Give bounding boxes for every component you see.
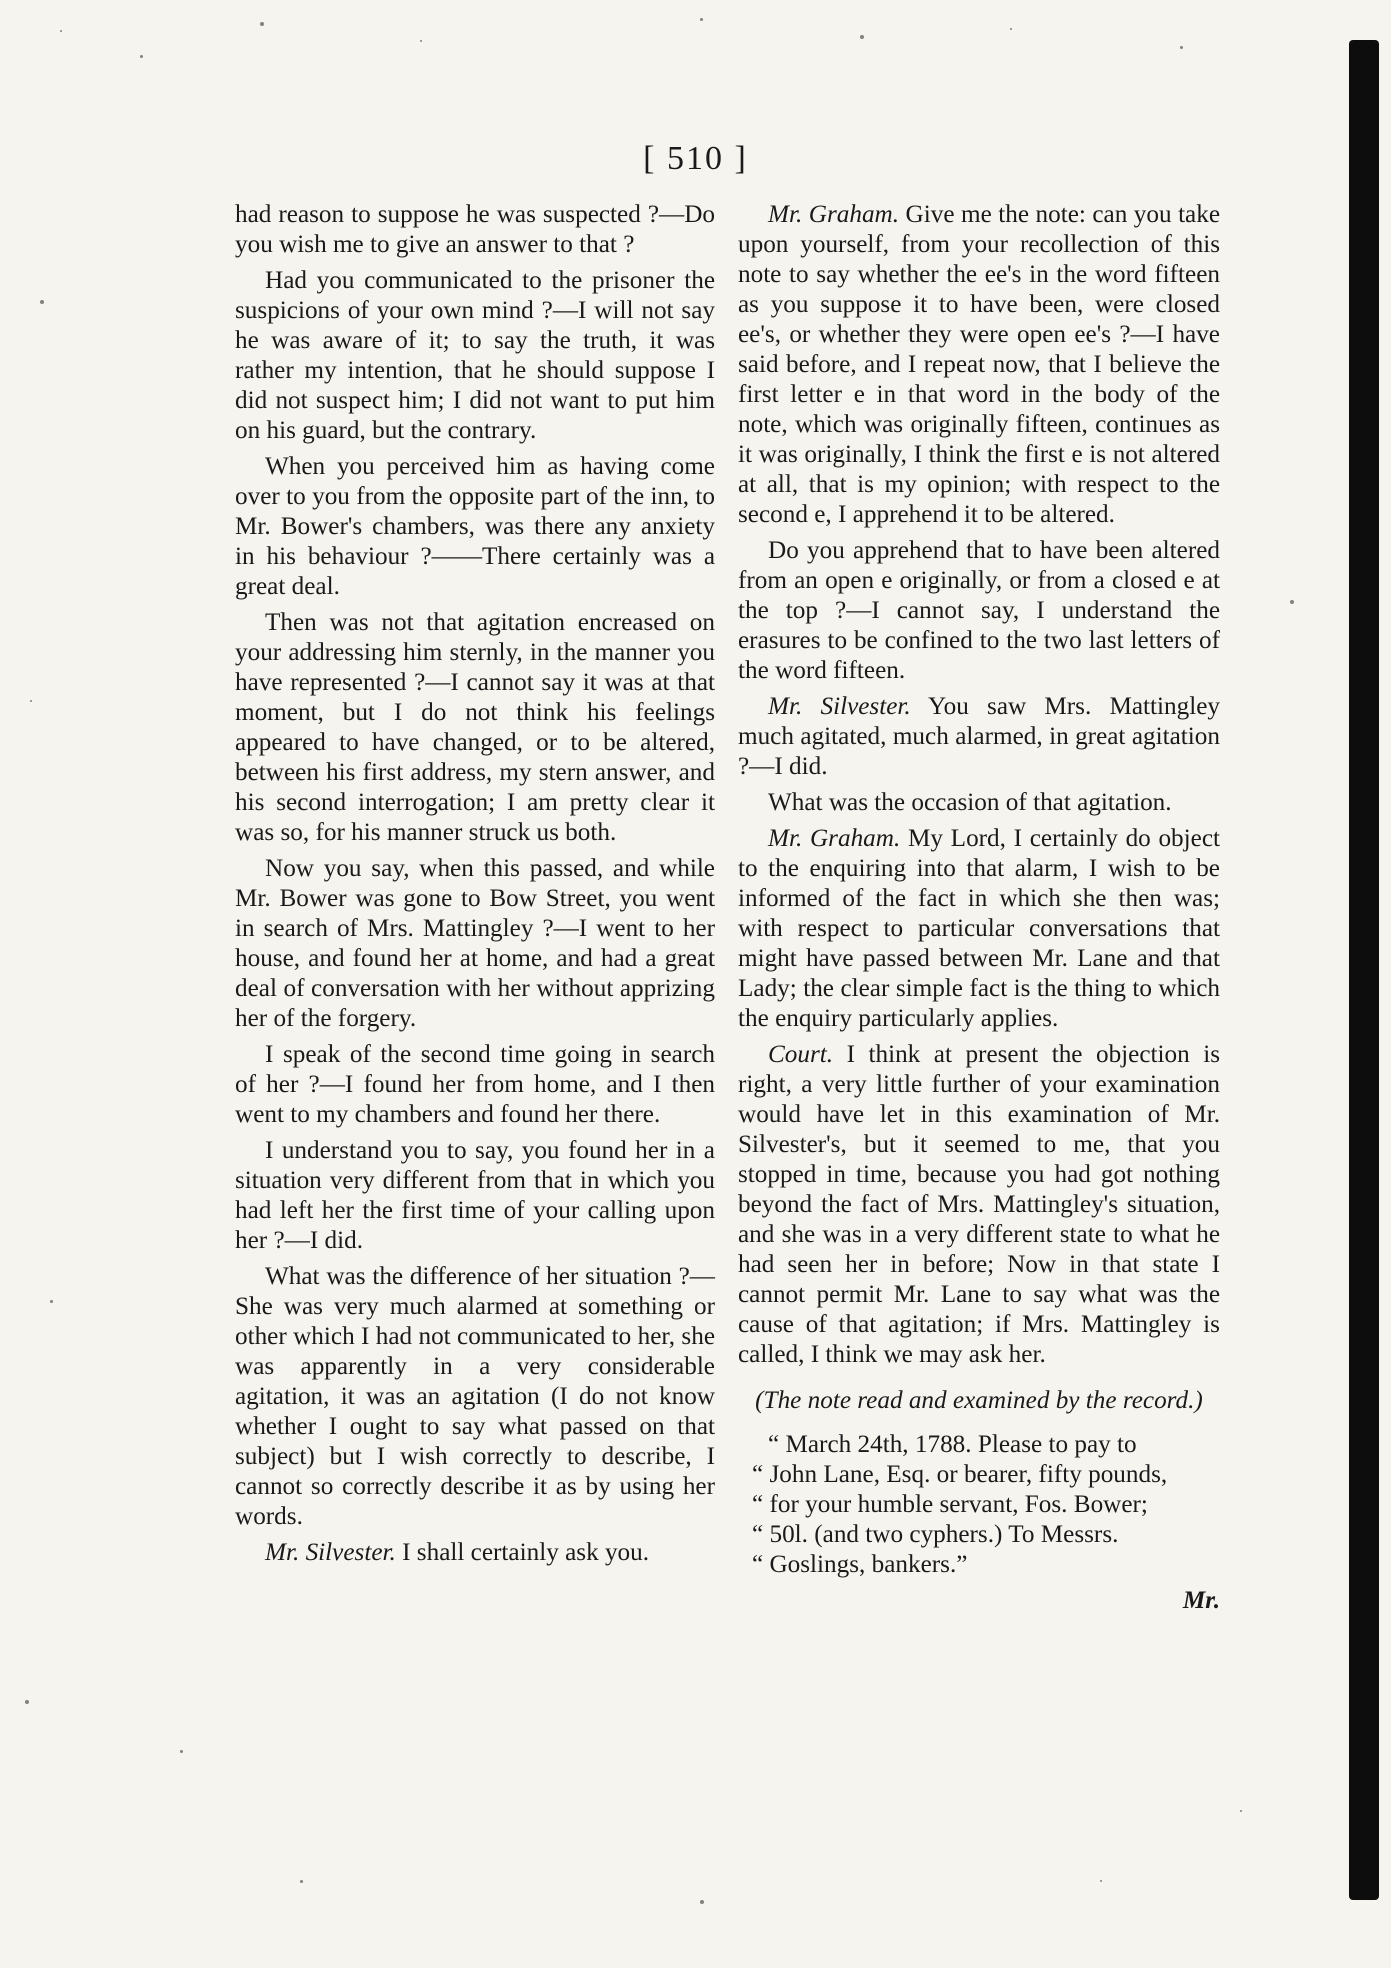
note-line: “ March 24th, 1788. Please to pay to [768, 1431, 1137, 1458]
scan-speck [1240, 1810, 1242, 1812]
scan-speck [1180, 46, 1183, 49]
paragraph [738, 692, 1220, 782]
paragraph-text: had reason to suppose he was suspected ?—Do you wish me to give an answer to that ? [235, 201, 715, 258]
paragraph [235, 1136, 715, 1256]
paragraph-text: What was the occasion of that agitation. [768, 789, 1172, 816]
scan-speck [50, 1300, 53, 1303]
scan-speck [700, 1900, 704, 1904]
scan-speck [700, 18, 703, 21]
paragraph-text: Give me the note: can you take upon yourself, from your recollection of this note to say whether the ee's in the word fifteen as you suppose it to have been, were closed ee's, or whether they were open ee's ?—I have said before, and I repeat now, that I believe the first letter e in that word in the body of the note, which was originally fifteen, continues as it was originally, I think the first e is not altered at all, that is my opinion; with respect to the second e, I apprehend it to be altered. [738, 201, 1221, 528]
speaker-name: Court. [768, 1041, 834, 1068]
paragraph [235, 608, 715, 848]
paragraph [738, 1040, 1220, 1370]
page-number: [ 510 ] [643, 140, 748, 177]
note-line: “ John Lane, Esq. or bearer, fifty pounds, [752, 1461, 1168, 1488]
paragraph-text: Then was not that agitation encreased on your addressing him sternly, in the manner you have represented ?—I cannot say it was at that moment, but I do not think his feelings appeared to have changed, or to be altered, between his first address, my stern answer, and his second interrogation; I am pretty clear it was so, for his manner struck us both. [235, 609, 715, 846]
scan-speck [60, 30, 62, 32]
paragraph-text: I understand you to say, you found her in a situation very different from that in which you had left her the first time of your calling upon her ?—I did. [235, 1137, 715, 1254]
note-line: “ 50l. (and two cyphers.) To Messrs. [752, 1521, 1119, 1548]
scan-speck [420, 40, 422, 42]
paragraph-text: Now you say, when this passed, and while Mr. Bower was gone to Bow Street, you went in search of Mrs. Mattingley ?—I went to her house, and found her at home, and had a great deal of conversation with her without apprizing her of the forgery. [235, 855, 715, 1032]
left-column [235, 200, 715, 1574]
catchword: Mr. [1182, 1587, 1220, 1614]
paragraph [738, 824, 1220, 1034]
speaker-name: Mr. Silvester. [768, 693, 911, 720]
paragraph [235, 452, 715, 602]
scan-speck [1010, 28, 1012, 30]
paragraph [235, 1538, 715, 1568]
scan-speck [1290, 600, 1294, 604]
paragraph [235, 1262, 715, 1532]
paragraph-text: Do you apprehend that to have been altered from an open e originally, or from a closed e at the top ?—I cannot say, I understand the erasures to be confined to the two last letters of the word fifteen. [738, 537, 1220, 684]
scan-speck [25, 1700, 29, 1704]
scan-speck [140, 55, 143, 58]
paragraph-text: Had you communicated to the prisoner the suspicions of your own mind ?—I will not say he was aware of it; to say the truth, it was rather my intention, that he should suppose I did not suspect him; I did not want to put him on his guard, but the contrary. [235, 267, 715, 444]
scan-speck [180, 1750, 183, 1753]
scan-speck [860, 35, 864, 39]
speaker-name: Mr. Graham. [768, 201, 900, 228]
paragraph-text: I speak of the second time going in search of her ?—I found her from home, and I then went to my chambers and found her there. [235, 1041, 715, 1128]
scan-speck [260, 22, 264, 26]
scan-speck [40, 300, 44, 304]
paragraph [235, 266, 715, 446]
paragraph-text: I think at present the objection is right, a very little further of your examination would have let in this examination of Mr. Silvester's, but it seemed to me, that you stopped in time, because you had got nothing beyond the fact of Mrs. Mattingley's situation, and she was in a very different state to what he had seen her in before; Now in that state I cannot permit Mr. Lane to say what was the cause of that agitation; if Mrs. Mattingley is called, I think we may ask her. [738, 1041, 1221, 1368]
scan-speck [300, 1880, 303, 1883]
book-spine-shadow [1349, 40, 1379, 1900]
paragraph-text: What was the difference of her situation ?—She was very much alarmed at something or other which I had not communicated to her, she was apparently in a very considerable agitation, it was an agitation (I do not know whether I ought to say what passed on that subject) but I wish correctly to describe, I cannot so correctly describe it as by using her words. [235, 1263, 715, 1530]
paragraph [738, 536, 1220, 686]
paragraph-text: When you perceived him as having come over to you from the opposite part of the inn, to Mr. Bower's chambers, was there any anxiety in his behaviour ?——There certainly was a great deal. [235, 453, 715, 600]
scan-speck [30, 700, 32, 702]
note-line: “ for your humble servant, Fos. Bower; [752, 1491, 1148, 1518]
paragraph [235, 1040, 715, 1130]
speaker-name: Mr. Graham. [768, 825, 901, 852]
note-line: “ Goslings, bankers.” [752, 1551, 968, 1578]
paragraph [738, 788, 1220, 818]
scan-speck [1100, 1880, 1102, 1882]
paragraph-text: My Lord, I certainly do object to the enquiring into that alarm, I wish to be informed of the fact in which she then was; with respect to particular conversations that might have passed between Mr. Lane and that Lady; the clear simple fact is the thing to which the enquiry particularly applies. [738, 825, 1221, 1032]
paragraph-text: I shall certainly ask you. [402, 1539, 650, 1566]
paragraph [738, 200, 1220, 530]
right-column [738, 200, 1220, 1622]
paragraph-text: You saw Mrs. Mattingley much agitated, much alarmed, in great agitation ?—I did. [738, 693, 1220, 780]
paragraph [235, 200, 715, 260]
note-heading: (The note read and examined by the record.) [755, 1387, 1203, 1414]
speaker-name: Mr. Silvester. [265, 1539, 396, 1566]
paragraph [235, 854, 715, 1034]
